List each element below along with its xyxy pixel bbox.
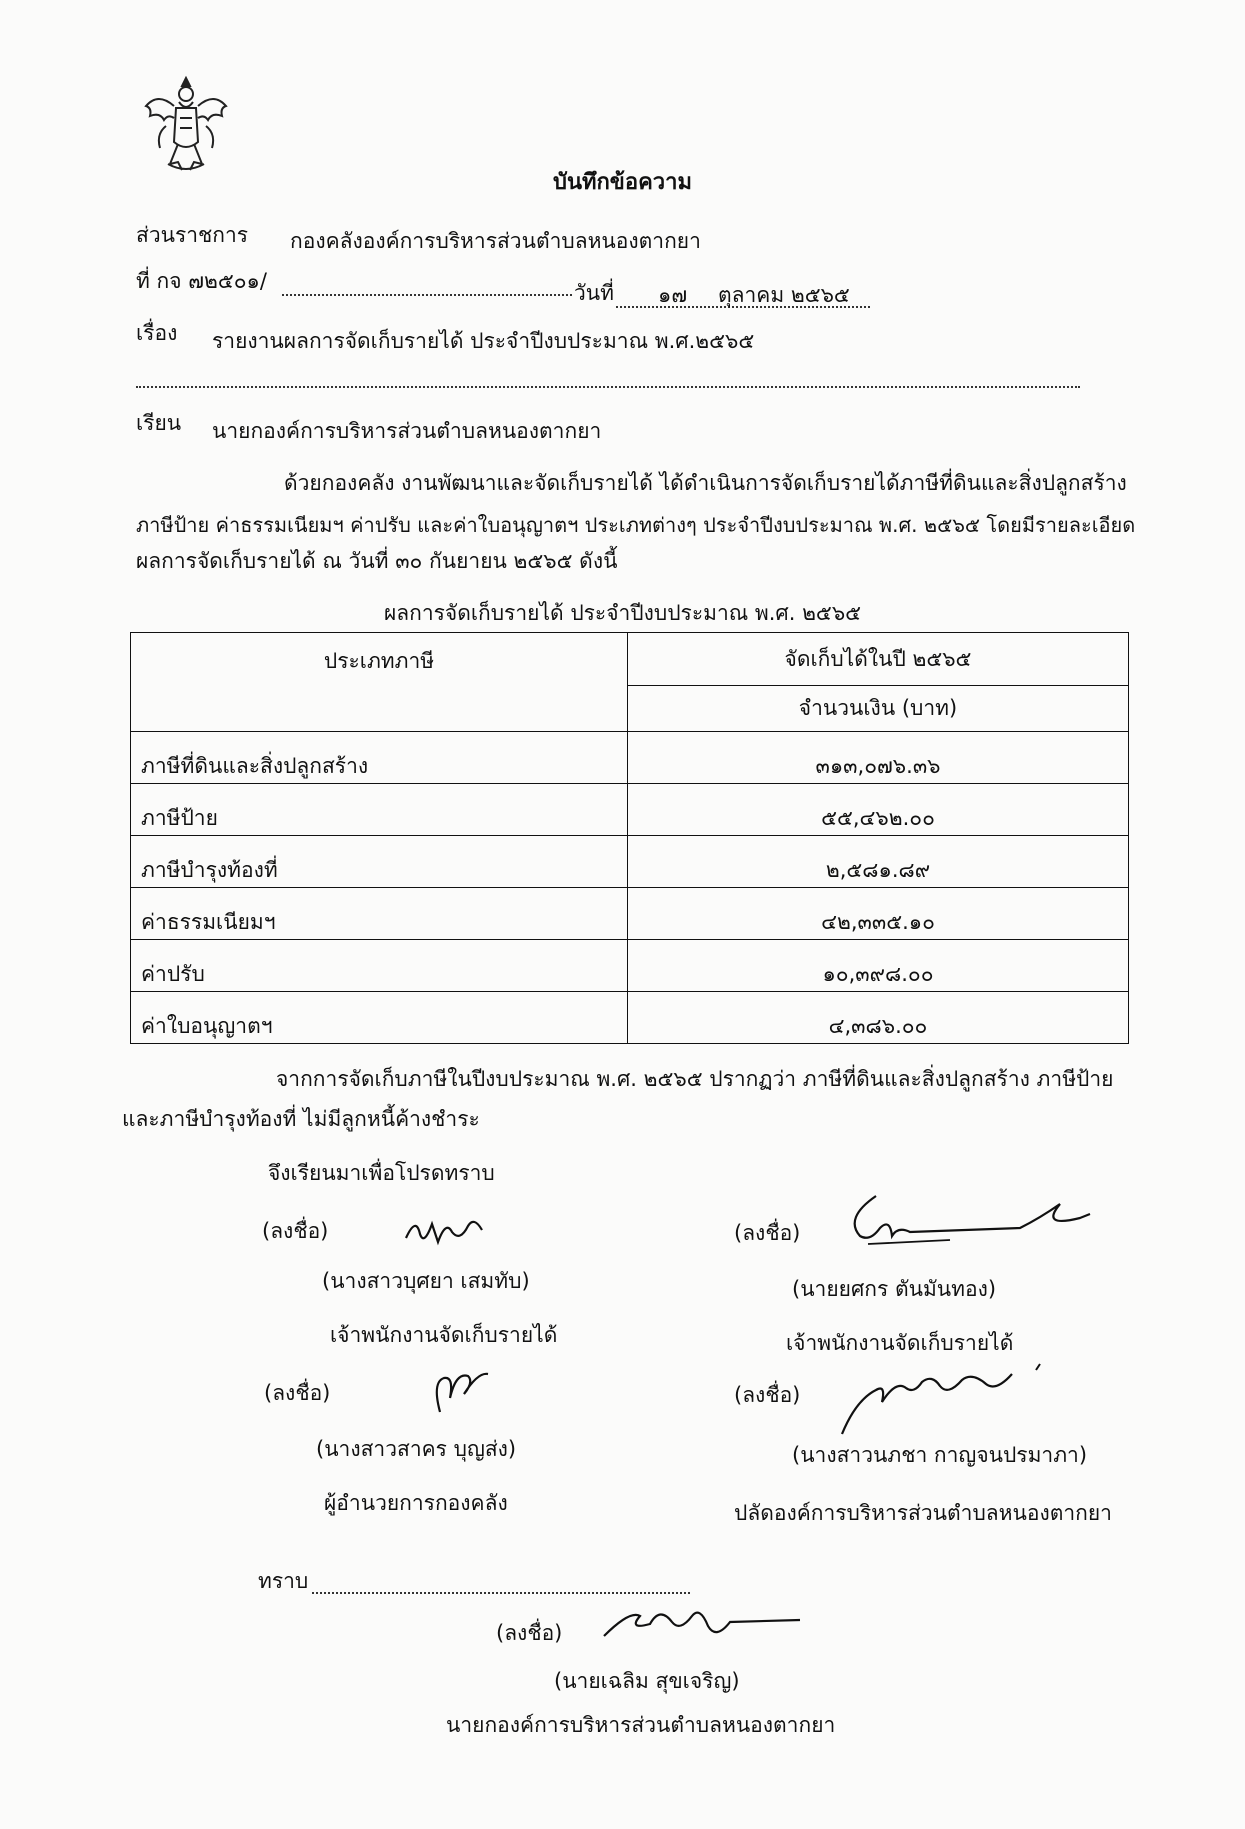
closing-text: จึงเรียนมาเพื่อโปรดทราบ: [268, 1161, 495, 1185]
signer-5-title: นายกองค์การบริหารส่วนตำบลหนองตากยา: [446, 1713, 836, 1737]
to-value: นายกองค์การบริหารส่วนตำบลหนองตากยา: [212, 419, 602, 443]
sign-label-5: (ลงชื่อ): [496, 1621, 563, 1645]
signature-2-icon: [840, 1188, 1100, 1264]
signer-2-title: เจ้าพนักงานจัดเก็บรายได้: [786, 1331, 1014, 1355]
table-row: [131, 732, 1129, 784]
signature-1-icon: [402, 1212, 492, 1252]
garuda-emblem-icon: [138, 72, 234, 176]
separator-dotted-line: [136, 364, 1080, 388]
row-amount: ๕๕,๔๖๒.๐๐: [628, 784, 1129, 836]
dept-value: กองคลังองค์การบริหารส่วนตำบลหนองตากยา: [290, 229, 701, 253]
row-amount: ๓๑๓,๐๗๖.๓๖: [628, 732, 1129, 784]
col-year-header: จัดเก็บได้ในปี ๒๕๖๕: [628, 633, 1129, 686]
signer-4-title: ปลัดองค์การบริหารส่วนตำบลหนองตากยา: [734, 1501, 1112, 1525]
signer-4-name: (นางสาวนภชา กาญจนปรมาภา): [792, 1443, 1088, 1467]
date-label: วันที่: [574, 281, 614, 305]
table-row: [131, 836, 1129, 888]
row-amount: ๒,๕๘๑.๘๙: [628, 836, 1129, 888]
para2-line2: และภาษีบำรุงท้องที่ ไม่มีลูกหนี้ค้างชำระ: [122, 1107, 480, 1131]
row-type: ค่าธรรมเนียมฯ: [131, 888, 628, 940]
table-row: [131, 888, 1129, 940]
to-label: เรียน: [136, 411, 182, 435]
para2-line1: จากการจัดเก็บภาษีในปีงบประมาณ พ.ศ. ๒๕๖๕ ปรากฏว่า ภาษีที่ดินและสิ่งปลูกสร้าง ภาษีป้าย: [276, 1067, 1114, 1091]
col-type-header: ประเภทภาษี: [131, 633, 628, 732]
signer-3-title: ผู้อำนวยการกองคลัง: [324, 1491, 508, 1515]
row-amount: ๔,๓๘๖.๐๐: [628, 992, 1129, 1044]
ack-label: ทราบ: [258, 1569, 309, 1593]
para1-line1: ด้วยกองคลัง งานพัฒนาและจัดเก็บรายได้ ได้ดำเนินการจัดเก็บรายได้ภาษีที่ดินและสิ่งปลูกสร้าง: [284, 471, 1127, 495]
subject-value: รายงานผลการจัดเก็บรายได้ ประจำปีงบประมาณ พ.ศ.๒๕๖๕: [212, 329, 755, 353]
subject-label: เรื่อง: [136, 321, 178, 345]
date-day: ๑๗: [658, 283, 688, 307]
memo-title: บันทึกข้อความ: [552, 170, 692, 195]
ref-label: ที่ กจ ๗๒๕๐๑/: [136, 269, 267, 293]
signer-1-name: (นางสาวบุศยา เสมทับ): [322, 1269, 530, 1293]
table-row: [131, 992, 1129, 1044]
signer-5-name: (นายเฉลิม สุขเจริญ): [554, 1669, 740, 1693]
row-type: ค่าใบอนุญาตฯ: [131, 992, 628, 1044]
table-row: [131, 940, 1129, 992]
row-amount: ๔๒,๓๓๕.๑๐: [628, 888, 1129, 940]
table-row: [131, 784, 1129, 836]
signature-3-icon: [428, 1362, 492, 1418]
para1-line3: ผลการจัดเก็บรายได้ ณ วันที่ ๓๐ กันยายน ๒๕๖๕ ดังนี้: [136, 549, 618, 573]
row-type: ค่าปรับ: [131, 940, 628, 992]
sign-label-4: (ลงชื่อ): [734, 1383, 801, 1407]
signature-5-icon: [600, 1596, 820, 1656]
row-amount: ๑๐,๓๙๘.๐๐: [628, 940, 1129, 992]
ack-dotted-line: [312, 1570, 690, 1594]
signer-2-name: (นายยศกร ตันมันทอง): [792, 1277, 997, 1301]
col-amount-subheader: จำนวนเงิน (บาท): [628, 686, 1129, 732]
ref-dotted-line: [282, 272, 572, 296]
sign-label-3: (ลงชื่อ): [264, 1381, 331, 1405]
signature-4-icon: [836, 1360, 1066, 1440]
para1-line2: ภาษีป้าย ค่าธรรมเนียมฯ ค่าปรับ และค่าใบอนุญาตฯ ประเภทต่างๆ ประจำปีงบประมาณ พ.ศ. ๒๕๖๕ โดยมีรายละเอียด: [136, 513, 1136, 537]
row-type: ภาษีที่ดินและสิ่งปลูกสร้าง: [131, 732, 628, 784]
signer-3-name: (นางสาวสาคร บุญส่ง): [316, 1437, 517, 1461]
revenue-table: [130, 632, 1129, 1044]
table-caption: ผลการจัดเก็บรายได้ ประจำปีงบประมาณ พ.ศ. ๒๕๖๕: [383, 601, 862, 625]
row-type: ภาษีบำรุงท้องที่: [131, 836, 628, 888]
dept-label: ส่วนราชการ: [136, 223, 249, 247]
date-month-year: ตุลาคม ๒๕๖๕: [718, 283, 850, 307]
sign-label-1: (ลงชื่อ): [262, 1219, 329, 1243]
sign-label-2: (ลงชื่อ): [734, 1221, 801, 1245]
signer-1-title: เจ้าพนักงานจัดเก็บรายได้: [330, 1323, 558, 1347]
row-type: ภาษีป้าย: [131, 784, 628, 836]
